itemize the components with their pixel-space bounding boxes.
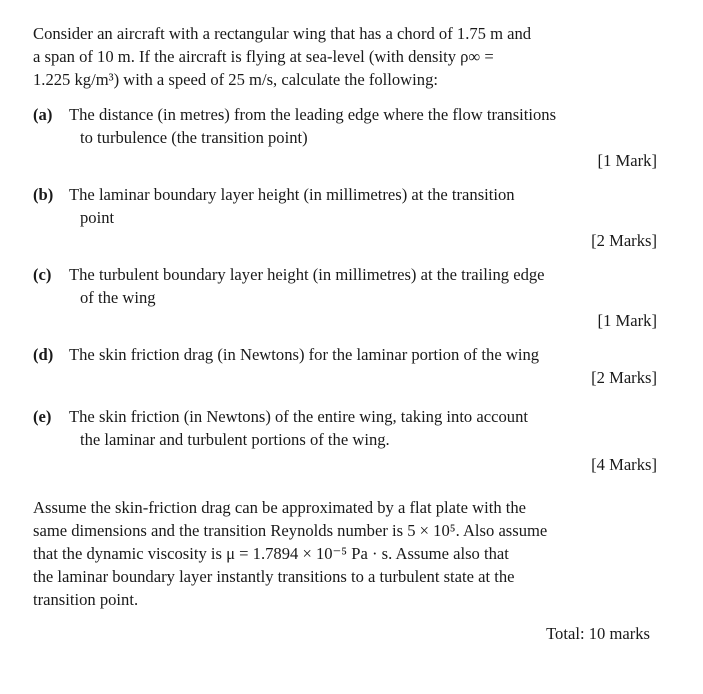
question-label: (b) bbox=[33, 185, 54, 204]
question-b bbox=[33, 183, 657, 252]
problem-intro bbox=[33, 22, 657, 91]
question-e bbox=[33, 405, 657, 476]
question-a bbox=[33, 103, 657, 172]
question-c bbox=[33, 263, 657, 332]
marks-label: [1 Mark] bbox=[597, 311, 657, 330]
assumption-line-2: same dimensions and the transition Reynolds number is 5 × 10⁵. Also assume bbox=[33, 521, 548, 540]
marks-label: [2 Marks] bbox=[591, 368, 657, 387]
question-text: The skin friction drag (in Newtons) for the laminar portion of the wing bbox=[69, 345, 540, 364]
question-d bbox=[33, 343, 657, 389]
question-text: The skin friction (in Newtons) of the entire wing, taking into account bbox=[69, 407, 528, 426]
question-text: The turbulent boundary layer height (in millimetres) at the trailing edge bbox=[69, 265, 545, 284]
question-label: (d) bbox=[33, 345, 54, 364]
document-page bbox=[33, 22, 657, 645]
total-marks: Total: 10 marks bbox=[546, 624, 650, 643]
marks-label: [4 Marks] bbox=[591, 455, 657, 474]
question-text-continued: point bbox=[80, 208, 115, 227]
intro-line-1: Consider an aircraft with a rectangular wing that has a chord of 1.75 m and bbox=[33, 24, 532, 43]
question-text-continued: to turbulence (the transition point) bbox=[80, 128, 308, 147]
question-text: The laminar boundary layer height (in millimetres) at the transition bbox=[69, 185, 515, 204]
marks-label: [2 Marks] bbox=[591, 231, 657, 250]
question-label: (a) bbox=[33, 105, 53, 124]
question-label: (e) bbox=[33, 407, 52, 426]
marks-label: [1 Mark] bbox=[597, 151, 657, 170]
assumptions-paragraph bbox=[33, 496, 657, 611]
assumption-line-4: the laminar boundary layer instantly transitions to a turbulent state at the bbox=[33, 567, 515, 586]
question-text-continued: of the wing bbox=[80, 288, 156, 307]
intro-line-2: a span of 10 m. If the aircraft is flying at sea-level (with density ρ∞ = bbox=[33, 47, 494, 66]
assumption-line-1: Assume the skin-friction drag can be approximated by a flat plate with the bbox=[33, 498, 527, 517]
question-label: (c) bbox=[33, 265, 52, 284]
assumption-line-3: that the dynamic viscosity is μ = 1.7894 × 10⁻⁵ Pa · s. Assume also that bbox=[33, 544, 509, 563]
question-text: The distance (in metres) from the leading edge where the flow transitions bbox=[69, 105, 557, 124]
assumption-line-5: transition point. bbox=[33, 590, 139, 609]
intro-line-3: 1.225 kg/m³) with a speed of 25 m/s, calculate the following: bbox=[33, 70, 438, 89]
question-text-continued: the laminar and turbulent portions of the wing. bbox=[80, 430, 390, 449]
